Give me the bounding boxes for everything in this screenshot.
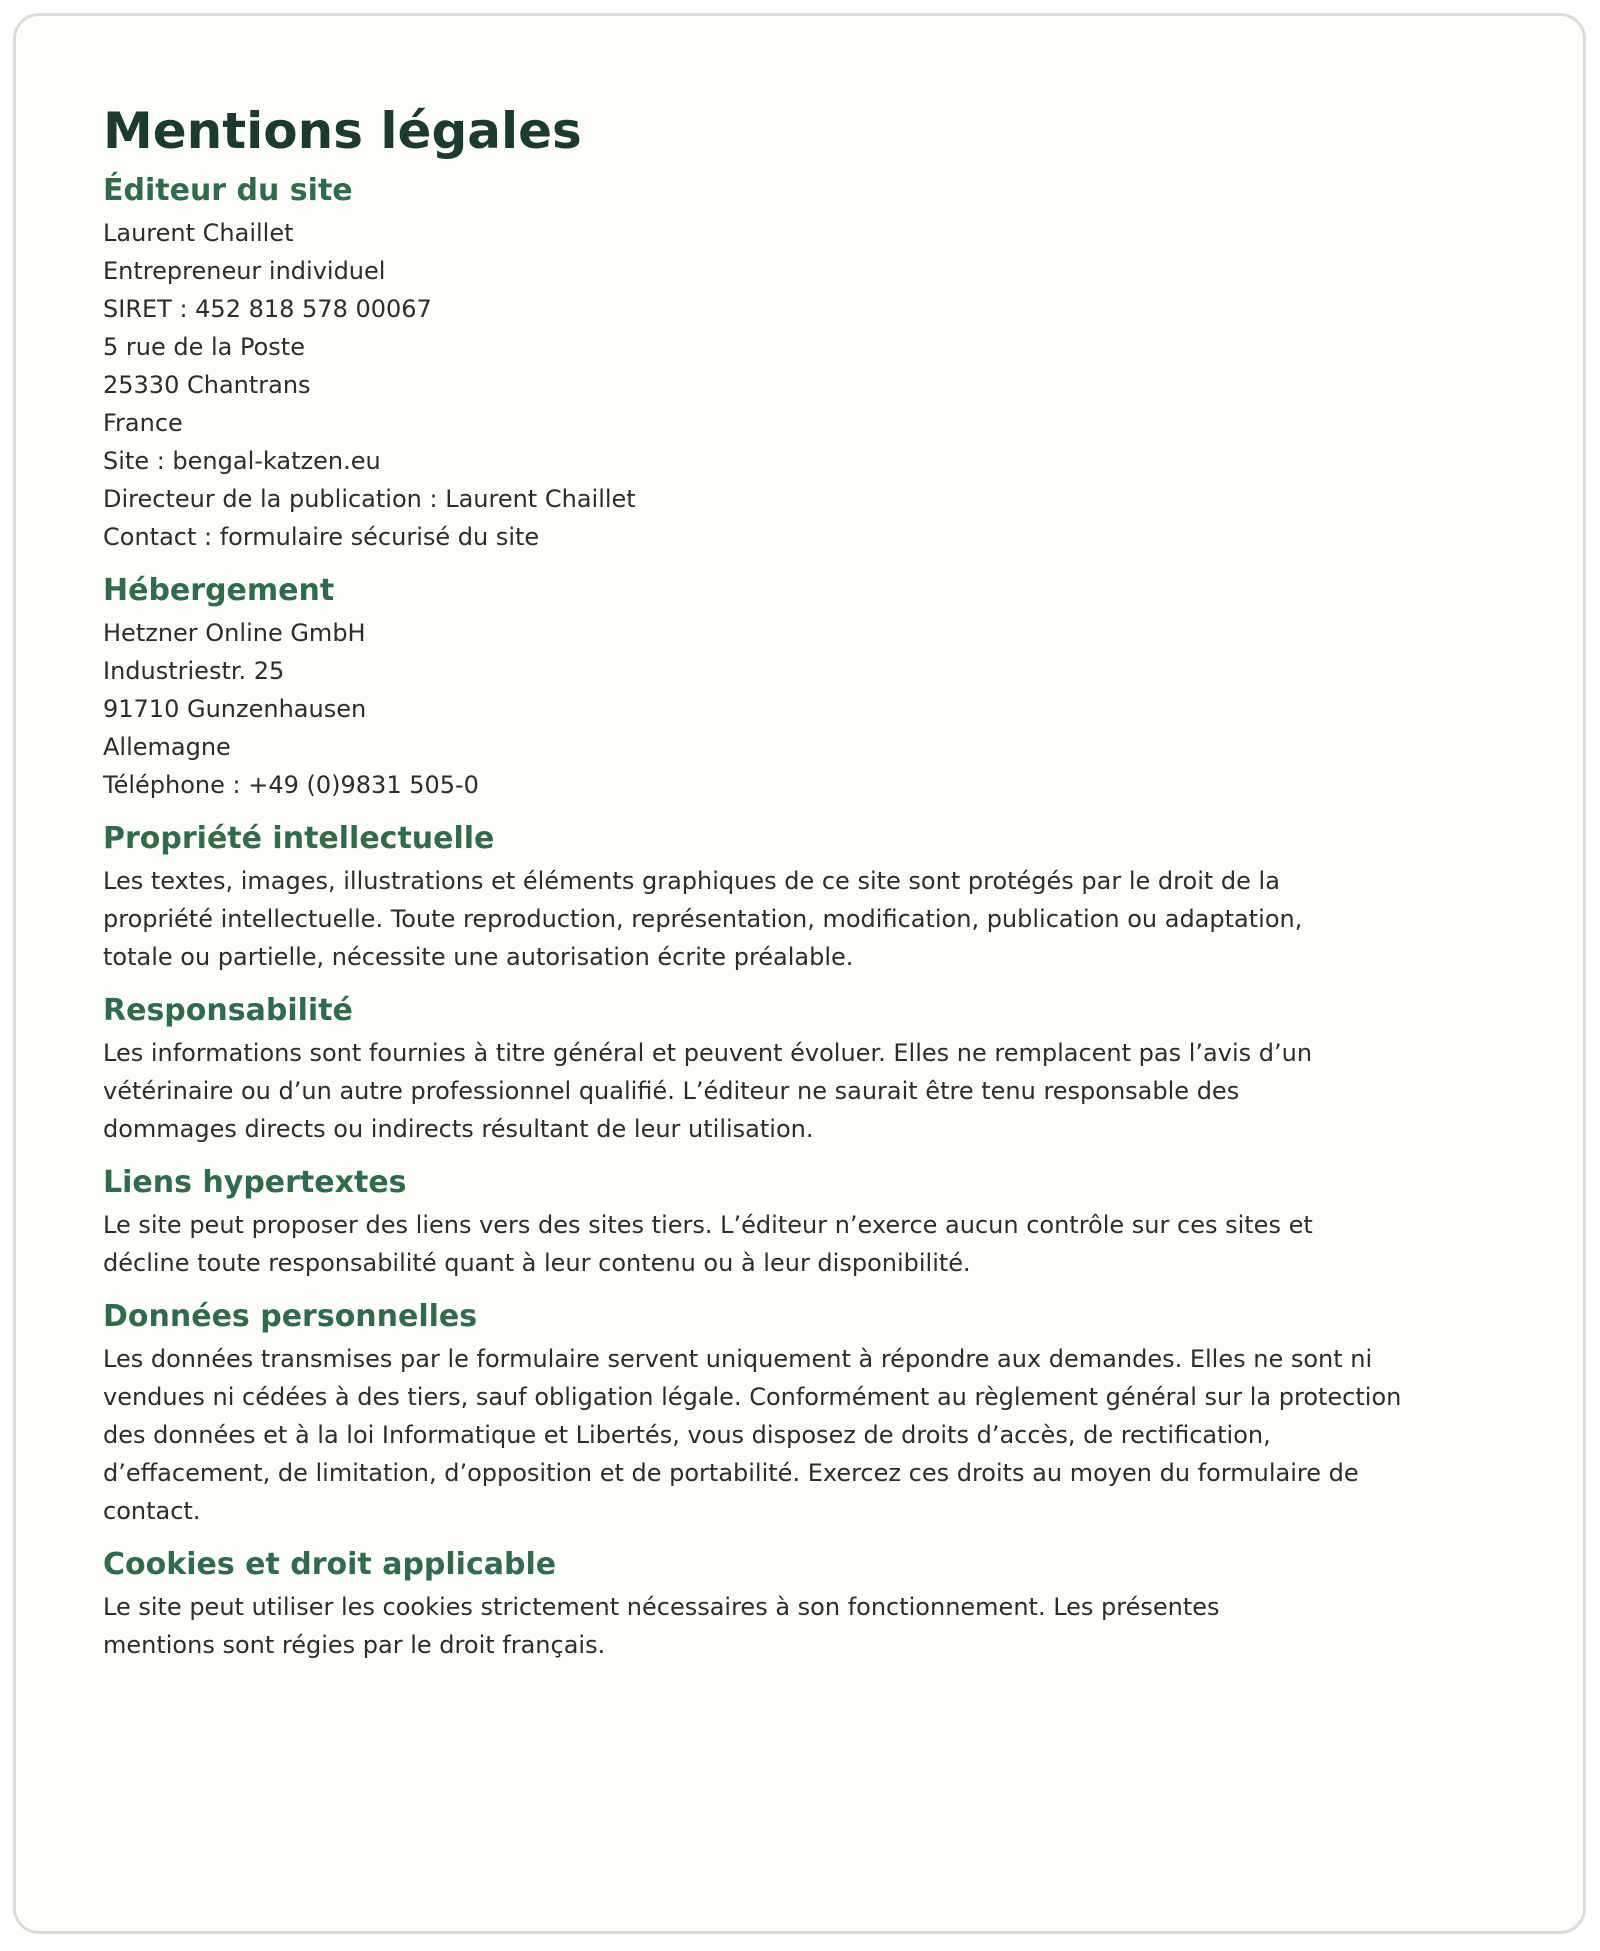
section-heading-editor: Éditeur du site bbox=[103, 173, 353, 208]
section-heading-hyperlinks: Liens hypertextes bbox=[103, 1165, 407, 1200]
editor-street: 5 rue de la Poste bbox=[103, 333, 305, 361]
section-hyperlinks bbox=[103, 1163, 1433, 1282]
legal-notice-content bbox=[103, 100, 1433, 1679]
intellectual-property-text: Les textes, images, illustrations et éléments graphiques de ce site sont protégés par le droit de la propriété intellectuelle. Toute reproduction, représentation, modification, publication ou adaptation, totale ou partielle, nécessite une autorisation écrite préalable. bbox=[103, 867, 1303, 971]
section-heading-cookies: Cookies et droit applicable bbox=[103, 1547, 557, 1582]
editor-city: 25330 Chantrans bbox=[103, 371, 311, 399]
page-title: Mentions légales bbox=[103, 102, 582, 160]
section-editor bbox=[103, 171, 1433, 556]
cookies-text: Le site peut utiliser les cookies strictement nécessaires à son fonctionnement. Les présentes mentions sont régies par le droit français. bbox=[103, 1593, 1220, 1659]
section-heading-liability: Responsabilité bbox=[103, 993, 353, 1028]
section-liability bbox=[103, 991, 1433, 1148]
hyperlinks-text: Le site peut proposer des liens vers des sites tiers. L’éditeur n’exerce aucun contrôle sur ces sites et décline toute responsabilité quant à leur contenu ou à leur disponibilité. bbox=[103, 1211, 1313, 1277]
personal-data-text: Les données transmises par le formulaire servent uniquement à répondre aux demandes. Elles ne sont ni vendues ni cédées à des tiers, sauf obligation légale. Conformément au règlement général sur la protection des données et à la loi Informatique et Libertés, vous disposez de droits d’accès, de rectification, d’effacement, de limitation, d’opposition et de portabilité. Exercez ces droits au moyen du formulaire de contact. bbox=[103, 1345, 1402, 1525]
host-country: Allemagne bbox=[103, 733, 231, 761]
section-cookies bbox=[103, 1545, 1433, 1664]
section-heading-intellectual-property: Propriété intellectuelle bbox=[103, 821, 495, 856]
host-city: 91710 Gunzenhausen bbox=[103, 695, 367, 723]
editor-name: Laurent Chaillet bbox=[103, 219, 294, 247]
legal-notice-card bbox=[13, 13, 1586, 1934]
liability-text: Les informations sont fournies à titre général et peuvent évoluer. Elles ne remplacent pas l’avis d’un vétérinaire ou d’un autre professionnel qualifié. L’éditeur ne saurait être tenu responsable des dommages directs ou indirects résultant de leur utilisation. bbox=[103, 1039, 1313, 1143]
editor-siret: SIRET : 452 818 578 00067 bbox=[103, 295, 432, 323]
section-heading-hosting: Hébergement bbox=[103, 573, 335, 608]
section-heading-personal-data: Données personnelles bbox=[103, 1299, 478, 1334]
editor-status: Entrepreneur individuel bbox=[103, 257, 386, 285]
host-phone: Téléphone : +49 (0)9831 505-0 bbox=[103, 771, 479, 799]
host-company: Hetzner Online GmbH bbox=[103, 619, 366, 647]
host-street: Industriestr. 25 bbox=[103, 657, 285, 685]
editor-country: France bbox=[103, 409, 183, 437]
publication-director: Directeur de la publication : Laurent Chaillet bbox=[103, 485, 636, 513]
section-intellectual-property bbox=[103, 819, 1433, 976]
editor-contact: Contact : formulaire sécurisé du site bbox=[103, 523, 540, 551]
section-hosting bbox=[103, 571, 1433, 804]
section-personal-data bbox=[103, 1297, 1433, 1530]
editor-website: Site : bengal-katzen.eu bbox=[103, 447, 381, 475]
